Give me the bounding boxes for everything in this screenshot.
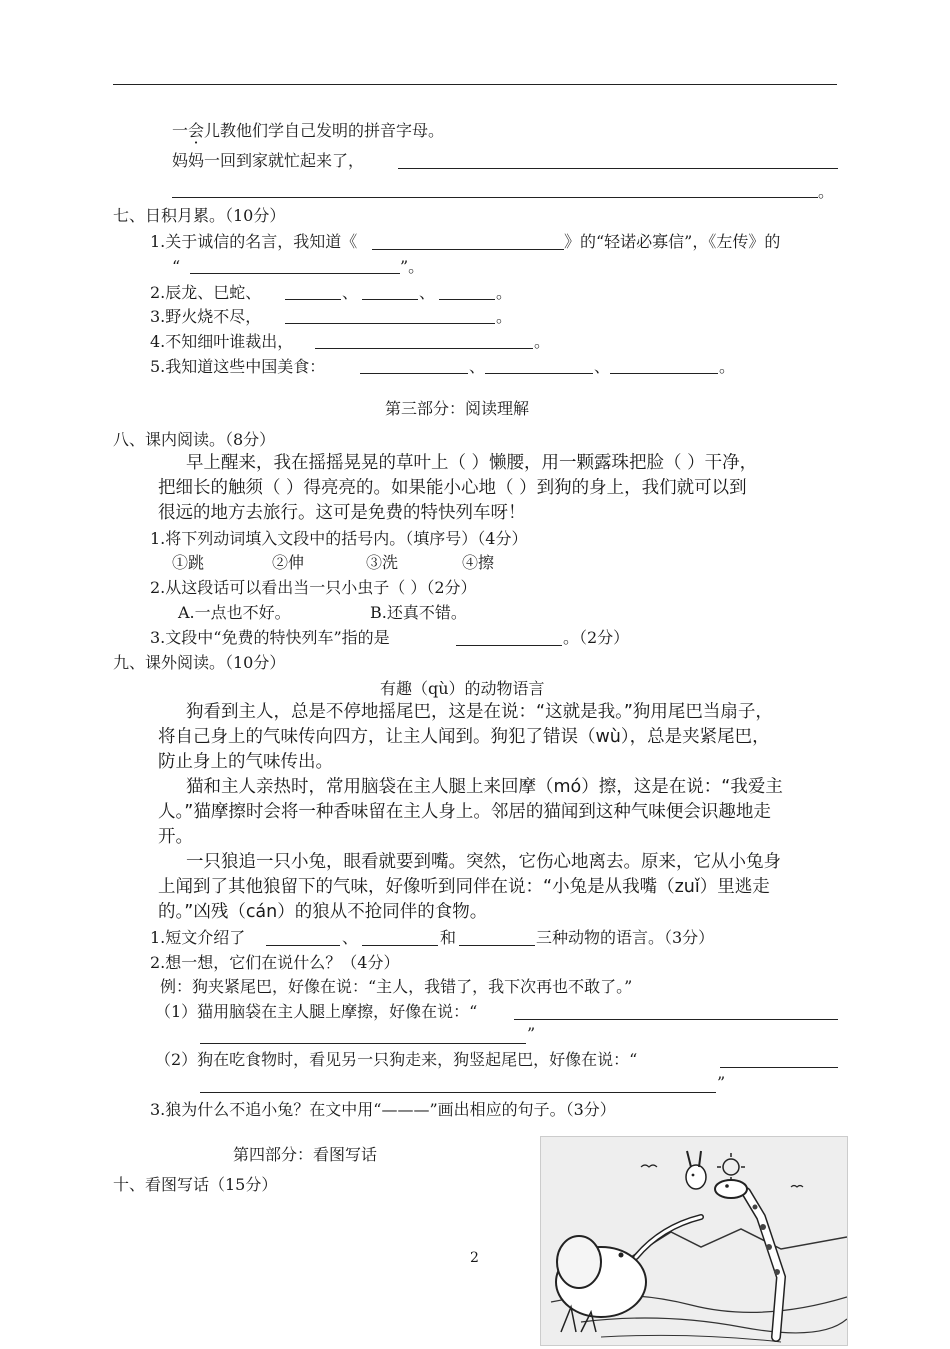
answer-line[interactable]	[610, 373, 718, 374]
q7-item-5-end: 。	[719, 357, 736, 376]
dotted-word: 一会儿	[172, 121, 221, 140]
q7-item-2: 2.辰龙、巳蛇、	[150, 283, 262, 302]
q7-item-2-sep: 、	[342, 283, 359, 302]
q9-question-1: 1.短文介绍了	[150, 928, 246, 947]
q8-question-1: 1.将下列动词填入文段中的括号内。（填序号）（4分）	[150, 529, 528, 548]
q8-passage-line: 把细长的触须（ ）得亮亮的。如果能小心地（ ）到狗的身上，我们就可以到	[158, 478, 747, 498]
top-line-2: 妈妈一回到家就忙起来了，	[172, 151, 365, 170]
q7-item-3-end: 。	[496, 307, 513, 326]
elephant-giraffe-illustration	[540, 1136, 848, 1346]
answer-line[interactable]	[514, 1019, 838, 1020]
q8-passage-line: 很远的地方去旅行。这可是免费的特快列车呀！	[158, 503, 526, 523]
q8-question-3-end: 。（2分）	[563, 628, 630, 647]
q8-option-1: ①跳	[172, 553, 205, 572]
answer-line[interactable]	[456, 645, 562, 646]
q8-title: 八、课内阅读。（8分）	[113, 430, 276, 449]
q8-option-4: ④擦	[462, 553, 495, 572]
q9-question-1-end: 三种动物的语言。（3分）	[536, 928, 715, 947]
q9-sub-2-end: ”	[717, 1073, 726, 1092]
answer-line[interactable]	[362, 299, 418, 300]
q9-example: 例：狗夹紧尾巴，好像在说：“主人，我错了，我下次再也不敢了。”	[160, 977, 633, 996]
q7-item-4: 4.不知细叶谁裁出，	[150, 332, 294, 351]
top-line-1-rest: 教他们学自己发明的拼音字母。	[220, 121, 445, 140]
answer-line[interactable]	[485, 373, 593, 374]
answer-line[interactable]	[200, 1092, 716, 1093]
q8-choice-b: B.还真不错。	[370, 603, 467, 622]
q9-question-2: 2.想一想，它们在说什么？（4分）	[150, 953, 400, 972]
answer-line[interactable]	[372, 249, 564, 250]
q10-title: 十、看图写话（15分）	[113, 1175, 278, 1194]
q9-passage-line: 防止身上的气味传出。	[158, 752, 333, 772]
q8-option-2: ②伸	[272, 553, 305, 572]
q9-sub-1: （1）猫用脑袋在主人腿上摩擦，好像在说：“	[155, 1002, 478, 1021]
q9-passage-line: 人。”猫摩擦时会将一种香味留在主人身上。邻居的猫闻到这种气味便会识趣地走	[158, 802, 771, 822]
q8-option-3: ③洗	[366, 553, 399, 572]
q7-item-1d: ”。	[400, 257, 425, 276]
q7-item-4-end: 。	[534, 332, 551, 351]
q7-item-1a: 1.关于诚信的名言，我知道《	[150, 232, 358, 251]
answer-line[interactable]	[439, 299, 495, 300]
part3-title: 第三部分：阅读理解	[385, 399, 530, 418]
illustration-drawing	[541, 1137, 847, 1345]
q9-passage-line: 将自己身上的气味传向四方，让主人闻到。狗犯了错误（wù），总是夹紧尾巴，	[158, 727, 770, 747]
q7-item-2-end: 。	[496, 283, 513, 302]
q9-question-3: 3.狼为什么不追小兔？在文中用“———”画出相应的句子。（3分）	[150, 1100, 616, 1119]
answer-line[interactable]	[315, 348, 533, 349]
q7-item-2-sep: 、	[419, 283, 436, 302]
q9-passage-line: 狗看到主人，总是不停地摇尾巴，这是在说：“这就是我。”狗用尾巴当扇子，	[186, 702, 773, 722]
q9-passage-line: 开。	[158, 827, 193, 847]
q9-passage-line: 一只狼追一只小兔，眼看就要到嘴。突然，它伤心地离去。原来，它从小兔身	[186, 852, 781, 872]
q7-item-5-sep: 、	[469, 357, 486, 376]
article-title: 有趣（qù）的动物语言	[380, 679, 545, 698]
answer-line[interactable]	[459, 945, 535, 946]
answer-line[interactable]	[360, 373, 468, 374]
q7-title: 七、日积月累。（10分）	[113, 206, 286, 225]
q9-question-1-and: 和	[440, 928, 457, 947]
q7-item-1b: 》的“轻诺必寡信”，《左传》的	[564, 232, 781, 251]
q7-item-3: 3.野火烧不尽，	[150, 307, 262, 326]
q7-item-1c: “	[172, 257, 181, 276]
q8-choice-a: A.一点也不好。	[178, 603, 291, 622]
answer-line[interactable]	[266, 945, 340, 946]
q8-question-3: 3.文段中“免费的特快列车”指的是	[150, 628, 390, 647]
q9-question-1-sep: 、	[342, 928, 359, 947]
page-number: 2	[470, 1250, 479, 1266]
answer-line[interactable]	[362, 945, 438, 946]
answer-line[interactable]	[190, 273, 400, 274]
q9-title: 九、课外阅读。（10分）	[113, 653, 286, 672]
q8-passage-line: 早上醒来，我在摇摇晃晃的草叶上（ ）懒腰，用一颗露珠把脸（ ）干净，	[186, 453, 758, 473]
q8-question-2: 2.从这段话可以看出当一只小虫子（ ）（2分）	[150, 578, 477, 597]
answer-line[interactable]	[200, 1043, 526, 1044]
top-line-1	[172, 121, 444, 141]
top-line-3-end: 。	[818, 182, 835, 201]
q9-sub-1-end: ”	[527, 1024, 536, 1043]
q9-sub-2: （2）狗在吃食物时，看见另一只狗走来，狗竖起尾巴，好像在说：“	[155, 1050, 638, 1069]
answer-line[interactable]	[285, 323, 495, 324]
part4-title: 第四部分：看图写话	[233, 1145, 378, 1164]
q9-passage-line: 的。”凶残（cán）的狼从不抢同伴的食物。	[158, 902, 488, 922]
q7-item-5-sep: 、	[594, 357, 611, 376]
answer-line[interactable]	[720, 1067, 838, 1068]
answer-line[interactable]	[285, 299, 341, 300]
q7-item-5: 5.我知道这些中国美食：	[150, 357, 326, 376]
header-rule	[113, 84, 837, 85]
answer-line[interactable]	[398, 168, 838, 169]
answer-line[interactable]	[172, 197, 818, 198]
q9-passage-line: 上闻到了其他狼留下的气味，好像听到同伴在说：“小兔是从我嘴（zuǐ）里逃走	[158, 877, 770, 897]
q9-passage-line: 猫和主人亲热时，常用脑袋在主人腿上来回摩（mó）擦，这是在说：“我爱主	[186, 777, 783, 797]
